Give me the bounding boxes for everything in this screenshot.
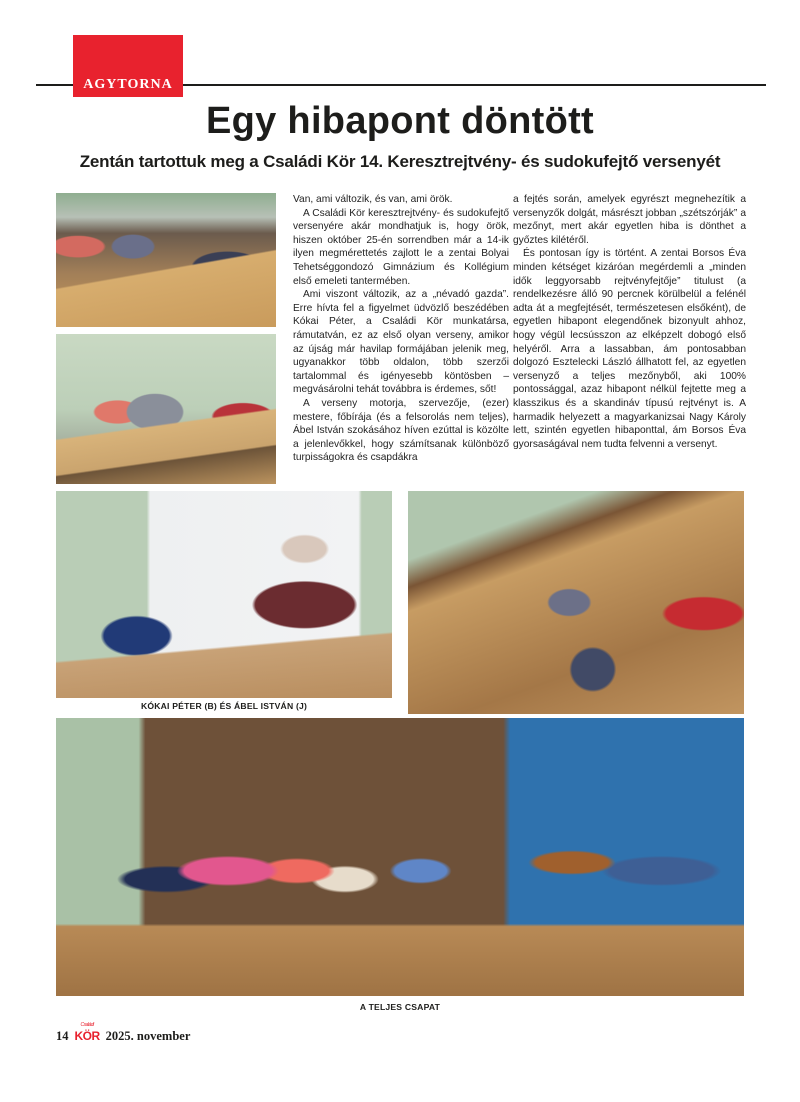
- paragraph: a fejtés során, amelyek egyrészt megnehezítik a versenyzők dolgát, másrészt jobban „szétszórják” a mezőnyt, mert akár egyetlen hiba is dönthet a győztes kilétéről.: [513, 194, 746, 246]
- photo-caption: KÓKAI PÉTER (B) ÉS ÁBEL ISTVÁN (J): [140, 701, 308, 711]
- issue-date: 2025. november: [105, 1029, 191, 1043]
- paragraph: És pontosan így is történt. A zentai Borsos Éva minden kétséget kizáróan megérdemli a „minden idők leggyorsabb rejtvényfejtője” titulust (a rendelkezésre álló 90 percnek körülbelül a felénél adta át a megfejtését, természetesen elsőként), de egyetlen hibapont elegendőnek bizonyult ahhoz, hogy végül lecsússzon az elképzelt dobogó első helyéről. Arra a lassabban, ám pontosabban dolgozó Esztelecki László állhatott fel, az egyetlen versenyző a teljes mezőnyből, aki 100% pontossággal, azaz hibapont nélkül fejtette meg a klasszikus és a skandináv típusú rejtvényt is. A harmadik helyezett a magyarkanizsai Nagy Károly lett, szintén egyetlen hibaponttal, ám Borsos Éva gyorsaságával nem tudta felvenni a versenyt.: [513, 248, 746, 450]
- paragraph: Ami viszont változik, az a „névadó gazda”. Erre hívta fel a figyelmet üdvözlő beszédében Kókai Péter, a Családi Kör munkatársa, rámutatván, ez az első olyan verseny, amikor az újság már havilap formájában jelenik meg, ugyanakkor több oldalon, több szerzői tartalommal és igényesebb köntösben – megvásárolni tehát továbbra is érdemes, sőt!: [293, 289, 509, 396]
- article-title: Egy hibapont döntött: [205, 100, 595, 142]
- page-footer: [56, 1022, 191, 1044]
- photo-caption: A TELJES CSAPAT: [359, 1002, 441, 1012]
- photo-competitors-3: [408, 491, 744, 714]
- section-rubric: [73, 35, 183, 97]
- photo-kokai-abel: [56, 491, 392, 698]
- magazine-logo: [74, 1022, 100, 1043]
- section-label: AGYTORNA: [83, 77, 173, 92]
- paragraph: Van, ami változik, és van, ami örök.: [293, 194, 453, 205]
- text-column-1: [293, 193, 509, 465]
- photo-competitors-2: [56, 334, 276, 484]
- photo-competitors-1: [56, 193, 276, 327]
- text-column-2: [513, 193, 746, 451]
- page-number: 14: [56, 1029, 69, 1043]
- paragraph: A verseny motorja, szervezője, (ezer) mestere, főbírája (és a felsorolás nem teljes), Ábel István szokásához híven ezúttal is közölte a jelenlevőkkel, hogy számítsanak különböző turpisságokra és csapdákra: [293, 397, 509, 464]
- logo-small-text: Családi: [80, 1022, 94, 1028]
- logo-main-text: KÖR: [74, 1029, 100, 1043]
- photo-team: [56, 718, 744, 996]
- paragraph: A Családi Kör keresztrejtvény- és sudokufejtő versenyére akár mondhatjuk is, hogy örök, hiszen október 25-én sorrendben már a 14-ik ilyen megmérettetés zajlott le a zentai Bolyai Tehetséggondozó Gimnázium és Kollégium első emeleti tantermében.: [293, 207, 509, 287]
- article-subtitle: Zentán tartottuk meg a Családi Kör 14. Keresztrejtvény- és sudokufejtő versenyét: [79, 152, 721, 171]
